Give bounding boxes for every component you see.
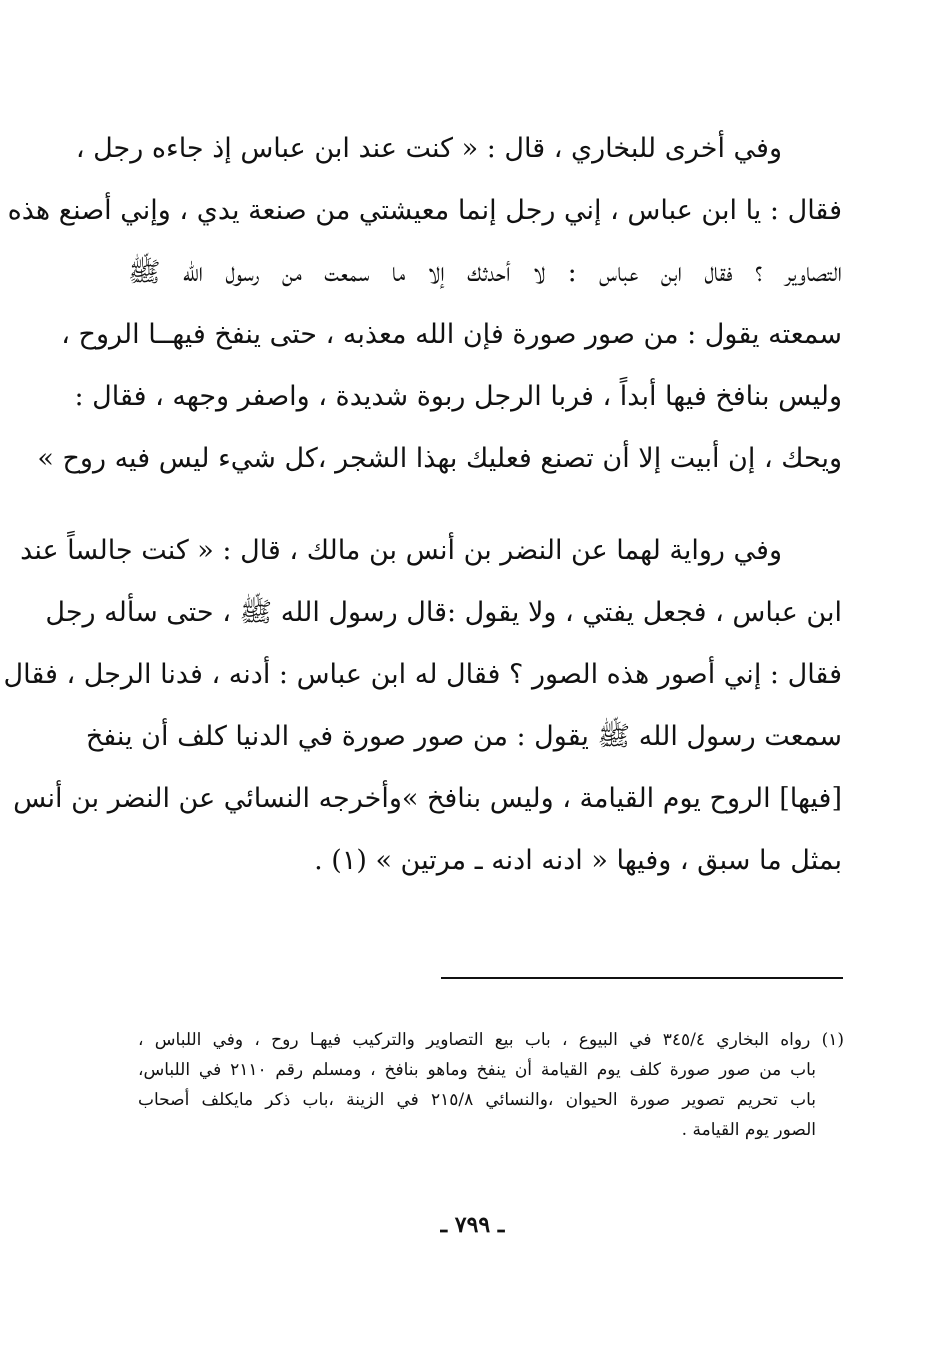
text-line: التصاوير ؟ فقال ابن عباس : لا أحدثك إلا ما سمعت من رسول الله ﷺ xyxy=(128,257,842,288)
footnote xyxy=(138,1025,844,1145)
text-line: ويحك ، إن أبيت إلا أن تصنع فعليك بهذا الشجر ،كل شيء ليس فيه روح » xyxy=(37,443,842,474)
text-line: سمعته يقول : من صور صورة فإن الله معذبه ، حتى ينفخ فيهــا الروح ، xyxy=(61,319,842,350)
paragraph-2 xyxy=(3,520,842,892)
paragraph-1 xyxy=(7,118,842,490)
paragraph-gap xyxy=(128,490,842,520)
text-line: وفي أخرى للبخاري ، قال : « كنت عند ابن عباس إذ جاءه رجل ، xyxy=(75,133,782,164)
footnote-line: الصور يوم القيامة . xyxy=(681,1120,816,1140)
footnote-separator xyxy=(441,977,843,979)
text-line: فقال : يا ابن عباس ، إني رجل إنما معيشتي من صنعة يدي ، وإني أصنع هذه xyxy=(7,195,842,226)
text-line: سمعت رسول الله ﷺ يقول : من صور صورة في الدنيا كلف أن ينفخ xyxy=(85,721,842,752)
text-line: وفي رواية لهما عن النضر بن أنس بن مالك ، قال : « كنت جالساً عند xyxy=(20,535,782,566)
text-line: بمثل ما سبق ، وفيها « ادنه ادنه ـ مرتين » (١) . xyxy=(314,845,842,876)
text-line: [فيها] الروح يوم القيامة ، وليس بنافخ »وأخرجه النسائي عن النضر بن أنس xyxy=(13,783,842,814)
text-line: وليس بنافخ فيها أبداً ، فربا الرجل ربوة شديدة ، واصفر وجهه ، فقال : xyxy=(74,381,842,412)
text-line: ابن عباس ، فجعل يفتي ، ولا يقول :قال رسول الله ﷺ ، حتى سأله رجل xyxy=(45,597,842,628)
footnote-line: (١) رواه البخاري ٣٤٥/٤ في البيوع ، باب بيع التصاوير والتركيب فيهـا روح ، وفي اللباس ، xyxy=(138,1030,844,1050)
page-number: ـ ٧٩٩ ـ xyxy=(440,1212,505,1238)
main-text xyxy=(3,118,842,892)
footnote-line: باب من صور صورة كلف يوم القيامة أن ينفخ وماهو بنافخ ، ومسلم رقم ٢١١٠ في اللباس، xyxy=(138,1060,817,1080)
text-line: فقال : إني أصور هذه الصور ؟ فقال له ابن عباس : أدنه ، فدنا الرجل ، فقال xyxy=(3,659,842,690)
footnote-line: باب تحريم تصوير صورة الحيوان ،والنسائي ٢١٥/٨ في الزينة ،باب ذكر مايكلف أصحاب xyxy=(138,1090,816,1110)
